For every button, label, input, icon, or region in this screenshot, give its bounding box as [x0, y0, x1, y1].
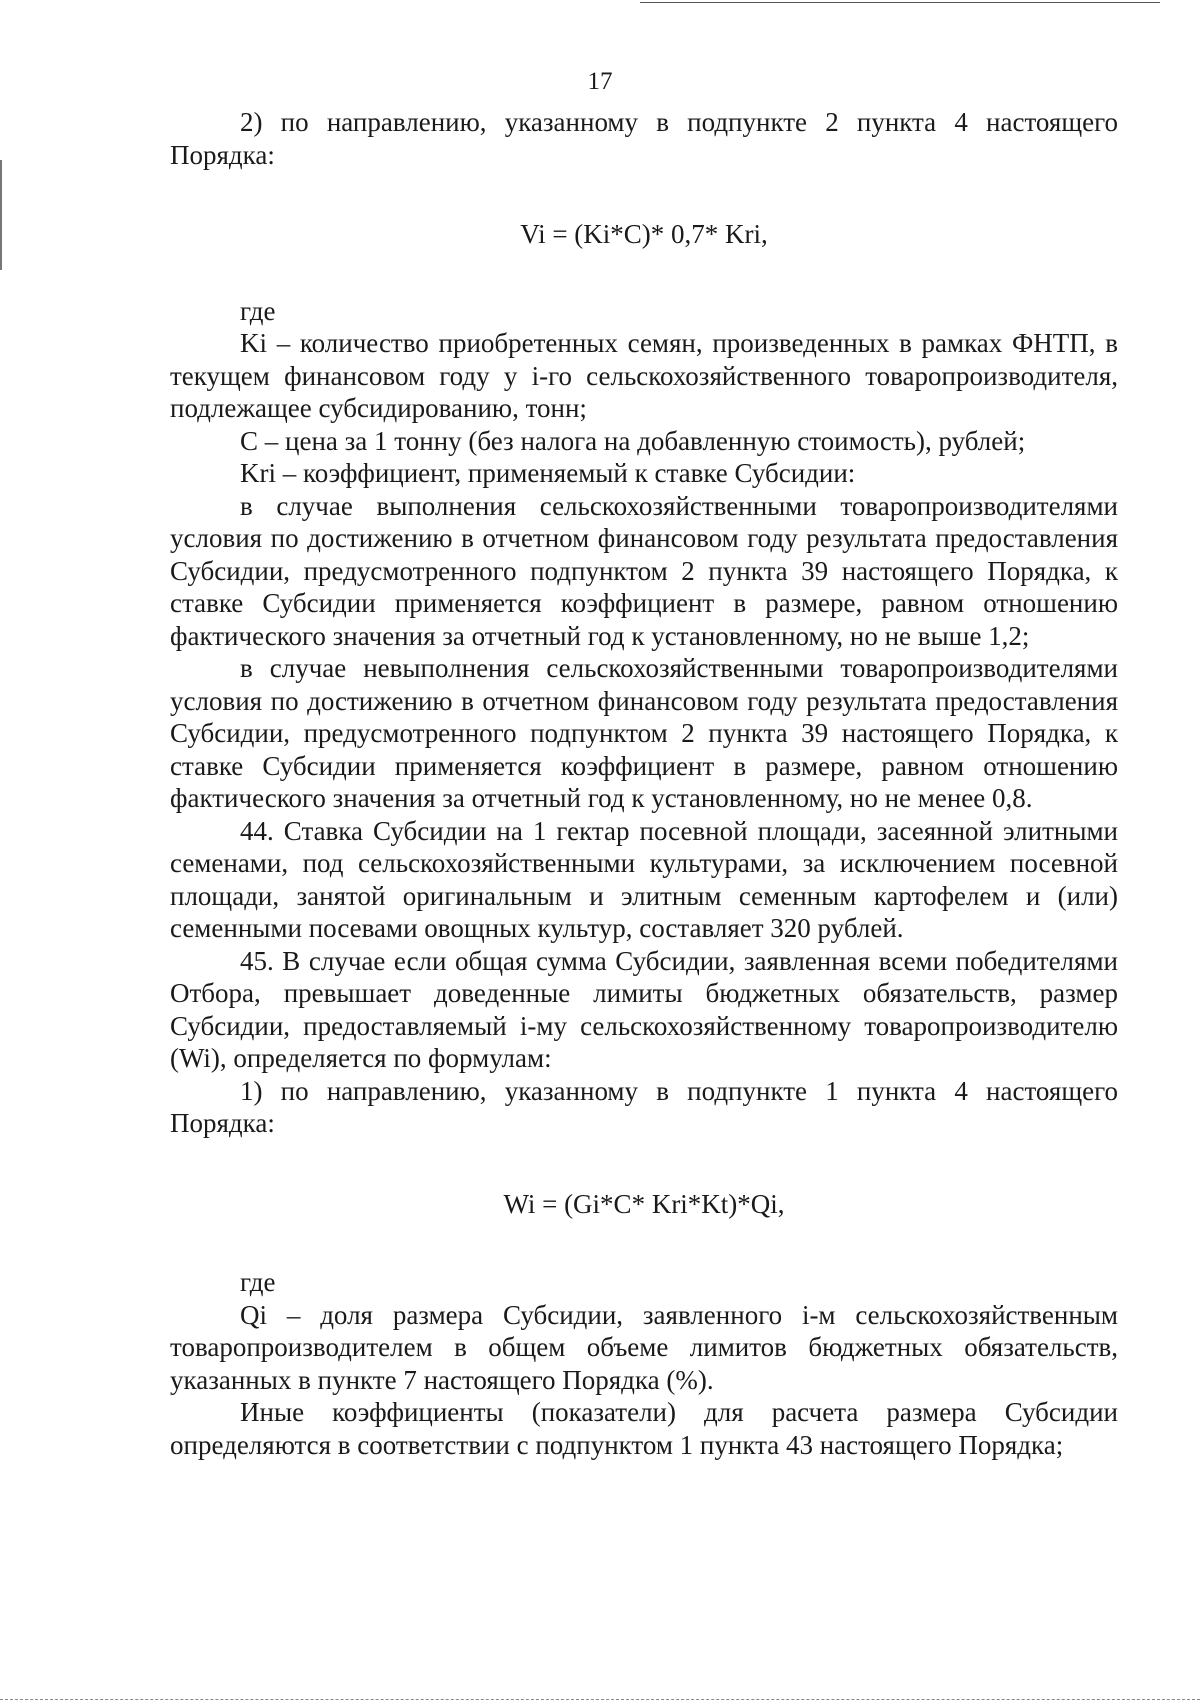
formula-vi: Vi = (Ki*C)* 0,7* Kri, [520, 219, 768, 249]
where-label-2: где [240, 1267, 276, 1297]
paragraph-ki-definition: Ki – количество приобретенных семян, произведенных в рамках ФНТП, в текущем финансовом году у i-го сельскохозяйственного товаропроизводителя, подлежащее субсидированию, тонн; [170, 328, 1118, 423]
page-number: 17 [587, 68, 613, 95]
paragraph-subitem-2: 2) по направлению, указанному в подпункте 2 пункта 4 настоящего Порядка: [170, 107, 1118, 170]
paragraph-subitem-1: 1) по направлению, указанному в подпункте 1 пункта 4 настоящего Порядка: [170, 1075, 1118, 1138]
scan-edge-left [0, 160, 2, 270]
where-label: где [240, 295, 276, 326]
paragraph-other-coefficients: Иные коэффициенты (показатели) для расчета размера Субсидии определяются в соответствии с подпунктом 1 пункта 43 настоящего Порядка; [170, 1397, 1118, 1460]
paragraph-kri-not-fulfilled: в случае невыполнения сельскохозяйственными товаропроизводителями условия по достижению в отчетном финансовом году результата предоставления Субсидии, предусмотренного подпунктом 2 пункта 39 настоящего Порядка, к ставке Субсидии применяется коэффициент в размере, равном отношению фактического значения за отчетный год к установленному, но не менее 0,8. [170, 653, 1118, 813]
scan-edge-bottom [0, 1699, 1200, 1700]
paragraph-kri-definition: Kri – коэффициент, применяемый к ставке Субсидии: [240, 458, 856, 488]
paragraph-item-44: 44. Ставка Субсидии на 1 гектар посевной площади, засеянной элитными семенами, под сельскохозяйственными культурами, за исключением посевной площади, занятой оригинальным и элитным семенным картофелем и (или) семенными посевами овощных культур, составляет 320 рублей. [170, 815, 1118, 943]
paragraph-kri-fulfilled: в случае выполнения сельскохозяйственными товаропроизводителями условия по достижению в отчетном финансовом году результата предоставления Субсидии, предусмотренного подпунктом 2 пункта 39 настоящего Порядка, к ставке Субсидии применяется коэффициент в размере, равном отношению фактического значения за отчетный год к установленному, но не выше 1,2; [170, 490, 1118, 651]
paragraph-qi-definition: Qi – доля размера Субсидии, заявленного i-м сельскохозяйственным товаропроизводителем в общем объеме лимитов бюджетных обязательств, указанных в пункте 7 настоящего Порядка (%). [170, 1299, 1118, 1395]
paragraph-c-definition: C – цена за 1 тонну (без налога на добавленную стоимость), рублей; [240, 425, 1026, 456]
scan-edge-top [640, 2, 1160, 3]
paragraph-item-45: 45. В случае если общая сумма Субсидии, заявленная всеми победителями Отбора, превышает доведенные лимиты бюджетных обязательств, размер Субсидии, предоставляемый i-му сельскохозяйственному товаропроизводителю (Wi), определяется по формулам: [170, 945, 1118, 1073]
document-body [170, 106, 1118, 1461]
formula-wi: Wi = (Gi*C* Kri*Kt)*Qi, [503, 1188, 785, 1219]
